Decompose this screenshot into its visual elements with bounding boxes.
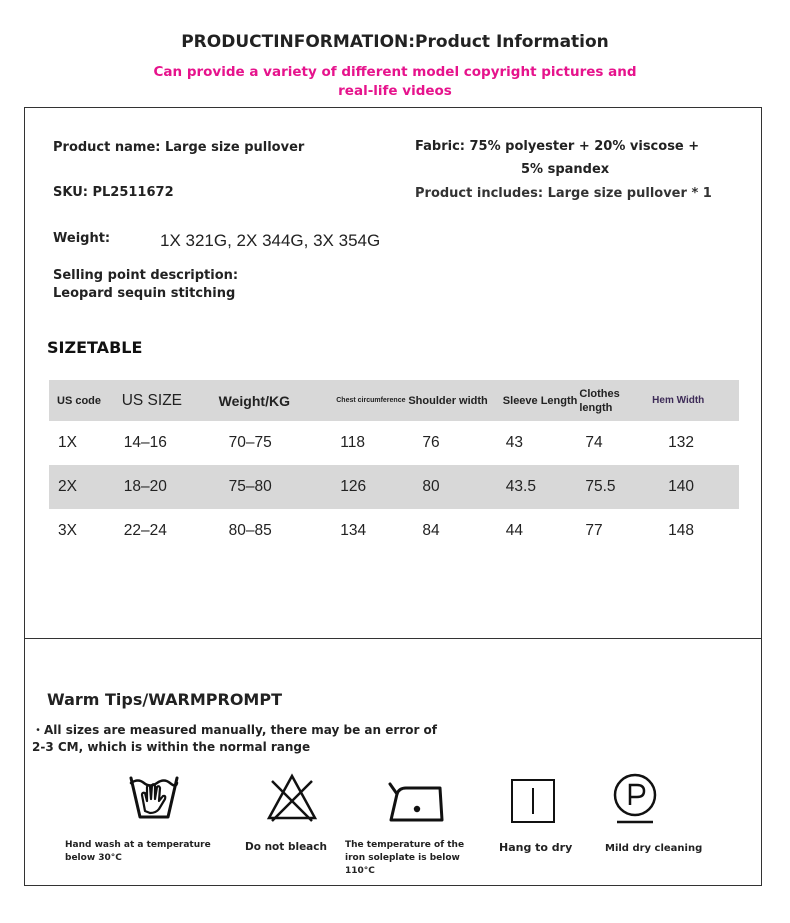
fabric-line-1: Fabric: 75% polyester + 20% viscose + [415,139,700,154]
section-divider [24,638,762,639]
table-cell: 75–80 [219,465,337,509]
table-cell: 14–16 [123,434,167,451]
product-name: Product name: Large size pullover [53,140,305,155]
table-cell: 22–24 [123,522,167,539]
table-cell: 43 [505,434,524,451]
table-cell: 75.5 [579,465,652,509]
table-row [49,509,739,553]
table-cell: 80–85 [228,522,272,539]
table-cell: 132 [668,434,695,451]
table-cell: 18–20 [122,465,219,509]
page-title: PRODUCTINFORMATION:Product Information [181,32,609,52]
size-table-title: SIZETABLE [47,338,143,357]
header-hem-width: Hem Width [652,380,739,421]
table-cell: 140 [652,465,739,509]
size-table [49,380,739,553]
table-cell: 44 [505,522,524,539]
table-cell: 70–75 [228,434,272,451]
table-cell: 74 [585,434,603,451]
selling-point-label: Selling point description: [53,268,239,283]
table-row [49,421,739,465]
weight-label: Weight: [53,231,111,246]
table-cell: 118 [340,434,365,451]
care-label-no-bleach: Do not bleach [245,841,327,853]
header-us-code: US code [49,380,122,421]
table-cell: 43.5 [503,465,580,509]
page-subtitle: Can provide a variety of different model copyright pictures and real-life videos [153,64,637,99]
table-cell: 84 [422,522,440,539]
hang-dry-icon [510,778,556,824]
weight-value: 1X 321G, 2X 344G, 3X 354G [160,231,381,250]
fabric-line-2: 5% spandex [521,162,610,177]
table-cell: 2X [49,465,122,509]
hand-wash-icon [128,773,180,823]
header-clothes-length: Clothes length [579,380,652,421]
product-includes: Product includes: Large size pullover * 1 [415,186,712,201]
selling-point-value: Leopard sequin stitching [53,286,236,301]
care-label-hand-wash: Hand wash at a temperature below 30°C [65,840,211,863]
header-weight: Weight/KG [219,380,337,421]
table-row [49,465,739,509]
care-label-iron: The temperature of the iron soleplate is below 110°C [345,840,465,876]
table-cell: 77 [585,522,603,539]
care-label-dry-clean: Mild dry cleaning [605,843,703,854]
header-chest: Chest circumference [336,380,408,421]
care-label-hang-dry: Hang to dry [499,841,573,854]
header-us-size: US SIZE [122,380,219,421]
measurement-note: ・All sizes are measured manually, there may be an error of 2-3 CM, which is within the normal range [32,723,438,754]
dry-clean-icon [611,772,659,826]
warm-tips-title: Warm Tips/WARMPROMPT [47,690,282,709]
table-cell: 1X [58,434,77,451]
product-sku: SKU: PL2511672 [53,185,174,200]
table-cell: 76 [422,434,440,451]
header-shoulder: Shoulder width [408,380,502,421]
header-sleeve: Sleeve Length [503,380,580,421]
table-cell: 134 [340,522,367,539]
table-cell: 80 [408,465,502,509]
table-cell: 3X [58,522,77,539]
iron-icon [388,778,446,824]
table-cell: 126 [336,465,408,509]
table-cell: 148 [668,522,695,539]
do-not-bleach-icon [266,773,318,823]
size-table-header-row [49,380,739,421]
